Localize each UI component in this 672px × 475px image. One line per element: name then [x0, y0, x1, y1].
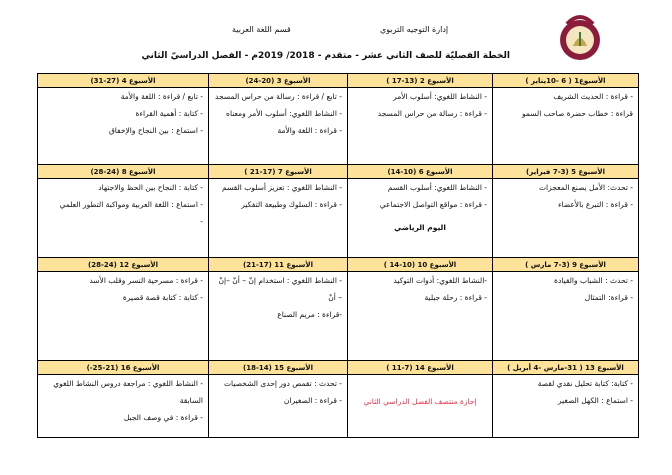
department-label: قسم اللغة العربية [232, 25, 291, 34]
lesson-item: - استماع : بين النجاح والإخفاق [108, 126, 203, 135]
lesson-item: - كتابة : أهمية القراءة [135, 109, 203, 118]
lesson-item: - كتابة : النجاح بين الحظ والاجتهاد [98, 183, 203, 192]
lesson-item: - النشاط اللغوي: أسلوب الأمر ومعناه [226, 109, 342, 118]
lesson-item: - النشاط اللغوي : استخدام إنّ – أنّ –إنْ – أنْ [218, 276, 342, 302]
week-content [209, 272, 348, 361]
lesson-item: - قراءة : الحديث الشريف [553, 92, 633, 101]
lesson-item: - تابع / قراءة : اللغة والأمة [120, 92, 203, 101]
lesson-item: - قراءة : في وصف الجبل [123, 413, 203, 422]
lesson-item: - تحدث: الأمل يصنع المعجزات [538, 183, 633, 192]
lesson-item: -قراءة : مريم الصناع [277, 310, 342, 319]
weekly-plan-table [37, 73, 639, 438]
lesson-item: - استماع : اللغة العربية ومواكبة التطور العلمي [59, 200, 203, 209]
week-header-row [38, 165, 639, 179]
lesson-item: - قراءة : التبرع بالأعضاء [558, 200, 633, 209]
lesson-item: - قراءة : اللغة والأمة [277, 126, 342, 135]
week-header: الأسبوع 10 (10-14 ) [348, 258, 493, 272]
lesson-item: - النشاط اللغوي : تعزيز أسلوب القسم [222, 183, 342, 192]
week-header-row [38, 361, 639, 375]
week-content [209, 88, 348, 165]
lesson-item: - كتابة : كتابة قصة قصيرة [122, 293, 203, 302]
lesson-item: - النشاط اللغوي: أسلوب الأمر [393, 92, 487, 101]
lesson-item: - تحدث : تقمص دور إحدى الشخصيات [224, 379, 342, 388]
lesson-item: قراءة : خطاب حضرة صاحب السمو [522, 109, 633, 118]
week-header: الأسبوع 8 (24-28) [38, 165, 209, 179]
lesson-item: - تابع / قراءة : رسالة من حراس المسجد [215, 92, 342, 101]
week-header: الأسبوع 14 (7-11 ) [348, 361, 493, 375]
week-content-row [38, 88, 639, 165]
week-content [348, 375, 493, 438]
page-title: الخطة الفصليّة للصف الثاني عشر - متقدم - 2018/ 2019م - الفصل الدراسيّ الثاني [141, 51, 510, 61]
lesson-item: - قراءة : رسالة من حراس المسجد [377, 109, 487, 118]
lesson-item: - قراءة: التمثال [584, 293, 633, 302]
lesson-item: - النشاط اللغوي: أسلوب القسم [387, 183, 487, 192]
week-header-row [38, 74, 639, 88]
holiday-note: إجازة منتصف الفصل الدراسي الثاني [363, 397, 477, 406]
lesson-item: - استماع : الكهل الصغير [557, 396, 633, 405]
week-content-row [38, 179, 639, 258]
week-header-row [38, 258, 639, 272]
lesson-item: - قراءة : مواقع التواصل الاجتماعي [379, 200, 487, 209]
week-content [38, 88, 209, 165]
week-header: الأسبوع 5 (3-7 فبراير) [493, 165, 639, 179]
ministry-logo [553, 10, 607, 62]
week-content [348, 179, 493, 258]
week-header: الأسبوع 11 (17-21) [209, 258, 348, 272]
week-content [209, 179, 348, 258]
lesson-item: - [200, 217, 203, 226]
week-content-row [38, 375, 639, 438]
week-content-row [38, 272, 639, 361]
directorate-label: إدارة التوجيه التربوي [380, 25, 449, 34]
week-content [38, 375, 209, 438]
week-header: الأسبوع 6 (10-14) [348, 165, 493, 179]
week-content [493, 375, 639, 438]
event-note: اليوم الرياضي [394, 223, 446, 232]
week-header: الأسبوع 7 (17-21 ) [209, 165, 348, 179]
lesson-item: - تحدث : الشباب والقيادة [554, 276, 633, 285]
week-content [38, 179, 209, 258]
lesson-item: -النشاط اللغوي: أدوات التوكيد [393, 276, 487, 285]
week-header: الأسبوع 12 (24-28) [38, 258, 209, 272]
lesson-item: - قراءة : مسرحية النسر وقلب الأسد [89, 276, 203, 285]
lesson-item: - كتابة: كتابة تحليل نقدي لقصة [537, 379, 633, 388]
week-content [38, 272, 209, 361]
week-header: الأسبوع 15 (14-18) [209, 361, 348, 375]
week-content [209, 375, 348, 438]
week-header: الأسبوع1 ( 6 -10يناير ) [493, 74, 639, 88]
week-header: الأسبوع 16 (21-25-) [38, 361, 209, 375]
week-content [493, 272, 639, 361]
week-content [348, 272, 493, 361]
lesson-item: - قراءة : رحلة جبلية [424, 293, 487, 302]
lesson-item: - النشاط اللغوي : مراجعة دروس النشاط اللغوي السابقة [53, 379, 203, 405]
week-header: الأسبوع 13 ( 31-مارس -4 أبريل ) [493, 361, 639, 375]
week-content [493, 88, 639, 165]
week-header: الأسبوع 3 (20-24) [209, 74, 348, 88]
week-content [493, 179, 639, 258]
week-content [348, 88, 493, 165]
week-header: الأسبوع 9 (3-7 مارس ) [493, 258, 639, 272]
week-header: الأسبوع 4 (27-31) [38, 74, 209, 88]
week-header: الأسبوع 2 (13-17 ) [348, 74, 493, 88]
lesson-item: - قراءة : السلوك وطبيعة التفكير [241, 200, 342, 209]
lesson-item: - قراءة : الصغيران [283, 396, 342, 405]
